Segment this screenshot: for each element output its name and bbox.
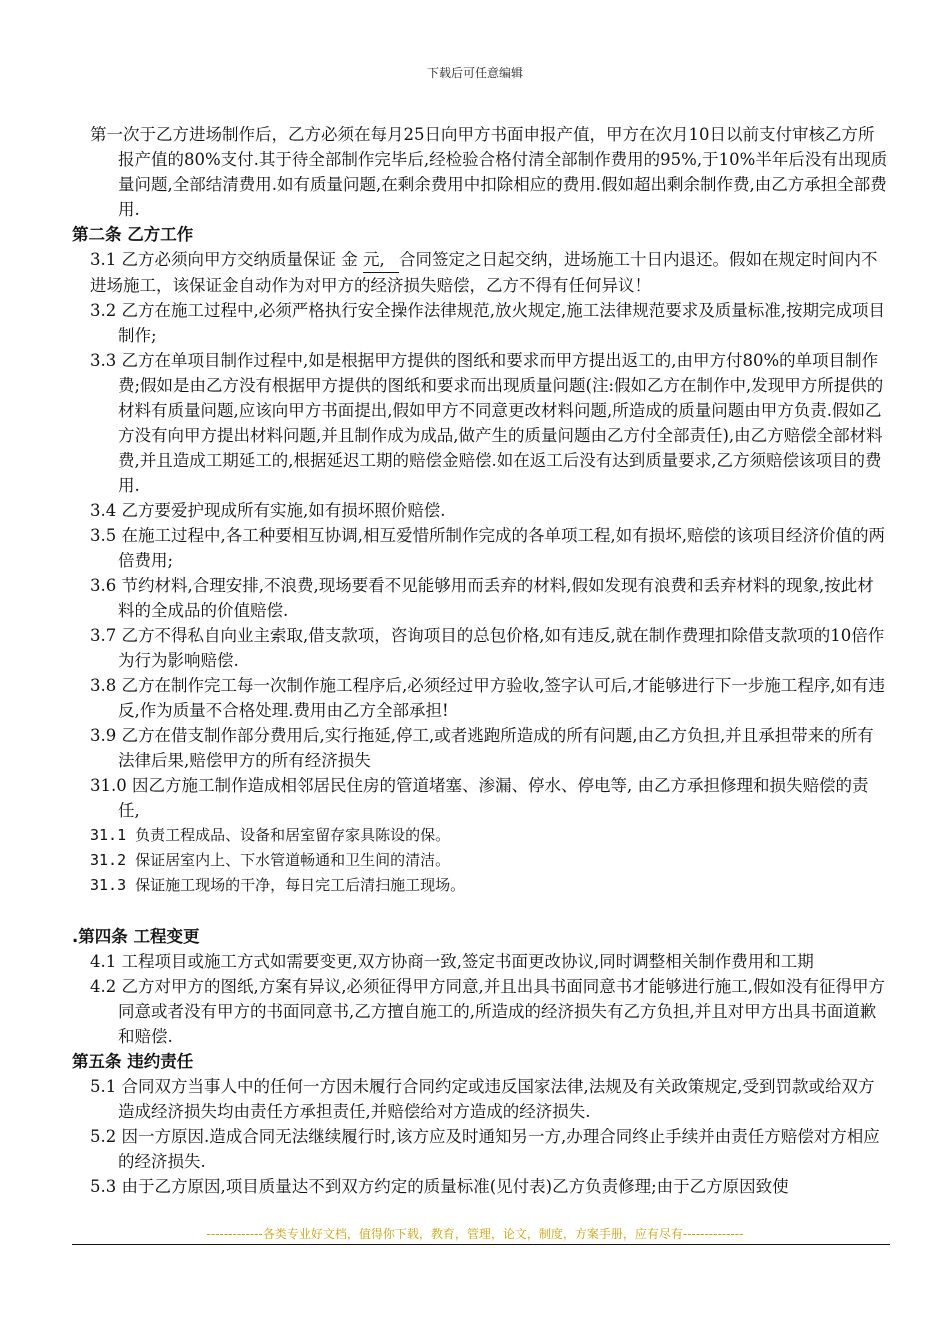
- clause-3-1: [72, 247, 890, 298]
- clause-3-4: 3.4 乙方要爱护现成所有实施,如有损坏照价赔偿.: [90, 501, 446, 520]
- clause-3-2: 3.2 乙方在施工过程中,必须严格执行安全操作法律规范,放火规定,施工法律规范要求及质量标准,按期完成项目制作;: [90, 301, 885, 345]
- page-header: 下载后可任意编辑: [426, 66, 523, 80]
- clause-3-5: 3.5 在施工过程中,各工种要相互协调,相互爱惜所制作完成的各单项工程,如有损坏,赔偿的该项目经济价值的两倍费用;: [90, 526, 885, 570]
- clause-3-9: 3.9 乙方在借支制作部分费用后,实行拖延,停工,或者逃跑所造成的所有问题,由乙方负担,并且承担带来的所有法律后果,赔偿甲方的所有经济损失: [90, 726, 874, 770]
- section-5-heading: 第五条 违约责任: [72, 1052, 194, 1071]
- clause-3-8: 3.8 乙方在制作完工每一次制作施工程序后,必须经过甲方验收,签字认可后,才能够进行下一步施工程序,如有违反,作为质量不合格处理.费用由乙方全部承担!: [90, 676, 885, 720]
- clause-3-6: 3.6 节约材料,合理安排,不浪费,现场要看不见能够用而丢弃的材料,假如发现有浪费和丢弃材料的现象,按此材料的全成品的价值赔偿.: [90, 576, 874, 620]
- clause-3-1-rest: 合同签定之日起交纳，进场施工十日内退还。假如在规定时间内不进场施工，该保证金自动作为对甲方的经济损失赔偿，乙方不得有任何异议！: [90, 250, 878, 295]
- section-spacer: [72, 898, 890, 924]
- section-2-heading: 第二条 乙方工作: [72, 225, 194, 244]
- clause-3-1-lead: 3.1 乙方必须向甲方交纳质量保证 金: [90, 250, 363, 269]
- payment-terms-paragraph: 第一次于乙方进场制作后，乙方必须在每月25日向甲方书面申报产值，甲方在次月10日以前支付审核乙方所报产值的80%支付.其于待全部制作完毕后,经检验合格付清全部制作费用的95%,于10%半年后没有出现质量问题,全部结清费用.如有质量问题,在剩余费用中扣除相应的费用.假如超出剩余制作费,由乙方承担全部费用.: [90, 125, 888, 219]
- clause-31-3: 31.3 保证施工现场的干净，每日完工后清扫施工现场。: [90, 876, 466, 894]
- clause-31-2: 31.2 保证居室内上、下水管道畅通和卫生间的清洁。: [90, 851, 451, 869]
- clause-5-3: 5.3 由于乙方原因,项目质量达不到双方约定的质量标准(见付表)乙方负责修理;由于乙方原因致使: [90, 1177, 789, 1196]
- footer-divider: [72, 1244, 890, 1245]
- clause-3-7: 3.7 乙方不得私自向业主索取,借支款项，咨询项目的总包价格,如有违反,就在制作费理扣除借支款项的10倍作为行为影响赔偿.: [90, 626, 885, 670]
- clause-4-2: 4.2 乙方对甲方的图纸,方案有异议,必须征得甲方同意,并且出具书面同意书才能够进行施工,假如没有征得甲方同意或者没有甲方的书面同意书,乙方擅自施工的,所造成的经济损失有乙方负担,并且对甲方出具书面道歉和赔偿.: [90, 977, 885, 1046]
- section-4-heading: .第四条 工程变更: [72, 927, 200, 946]
- footer-promo-text: -------------各类专业好文档，值得你下载，教育，管理，论文，制度，方案手册，应有尽有--------------: [206, 1227, 744, 1241]
- clause-5-2: 5.2 因一方原因.造成合同无法继续履行时,该方应及时通知另一方,办理合同终止手续并由责任方赔偿对方相应的经济损失.: [90, 1127, 880, 1171]
- clause-31-0: 31.0 因乙方施工制作造成相邻居民住房的管道堵塞、渗漏、停水、停电等, 由乙方承担修理和损失赔偿的责任,: [90, 776, 869, 820]
- clause-4-1: 4.1 工程项目或施工方式如需要变更,双方协商一致,签定书面更改协议,同时调整相关制作费用和工期: [90, 952, 814, 971]
- clause-31-1: 31.1 负责工程成品、设备和居室留存家具陈设的保。: [90, 826, 451, 844]
- clause-3-3: 3.3 乙方在单项目制作过程中,如是根据甲方提供的图纸和要求而甲方提出返工的,由甲方付80%的单项目制作费;假如是由乙方没有根据甲方提供的图纸和要求而出现质量问题(注:假如乙方在制作中,发现甲方所提供的材料有质量问题,应该向甲方书面提出,假如甲方不同意更改材料问题,所造成的质量问题由甲方负责.假如乙方没有向甲方提出材料问题,并且制作成为成品,做产生的质量问题由乙方付全部责任),由乙方赔偿全部材料费,并且造成工期延工的,根据延迟工期的赔偿金赔偿.如在返工后没有达到质量要求,乙方须赔偿该项目的费用.: [90, 351, 884, 495]
- clause-5-1: 5.1 合同双方当事人中的任何一方因未履行合同约定或违反国家法律,法规及有关政策规定,受到罚款或给双方造成经济损失均由责任方承担责任,并赔偿给对方造成的经济损失.: [90, 1077, 875, 1121]
- deposit-amount-blank: 元,: [363, 247, 399, 273]
- document-body: [72, 122, 890, 1199]
